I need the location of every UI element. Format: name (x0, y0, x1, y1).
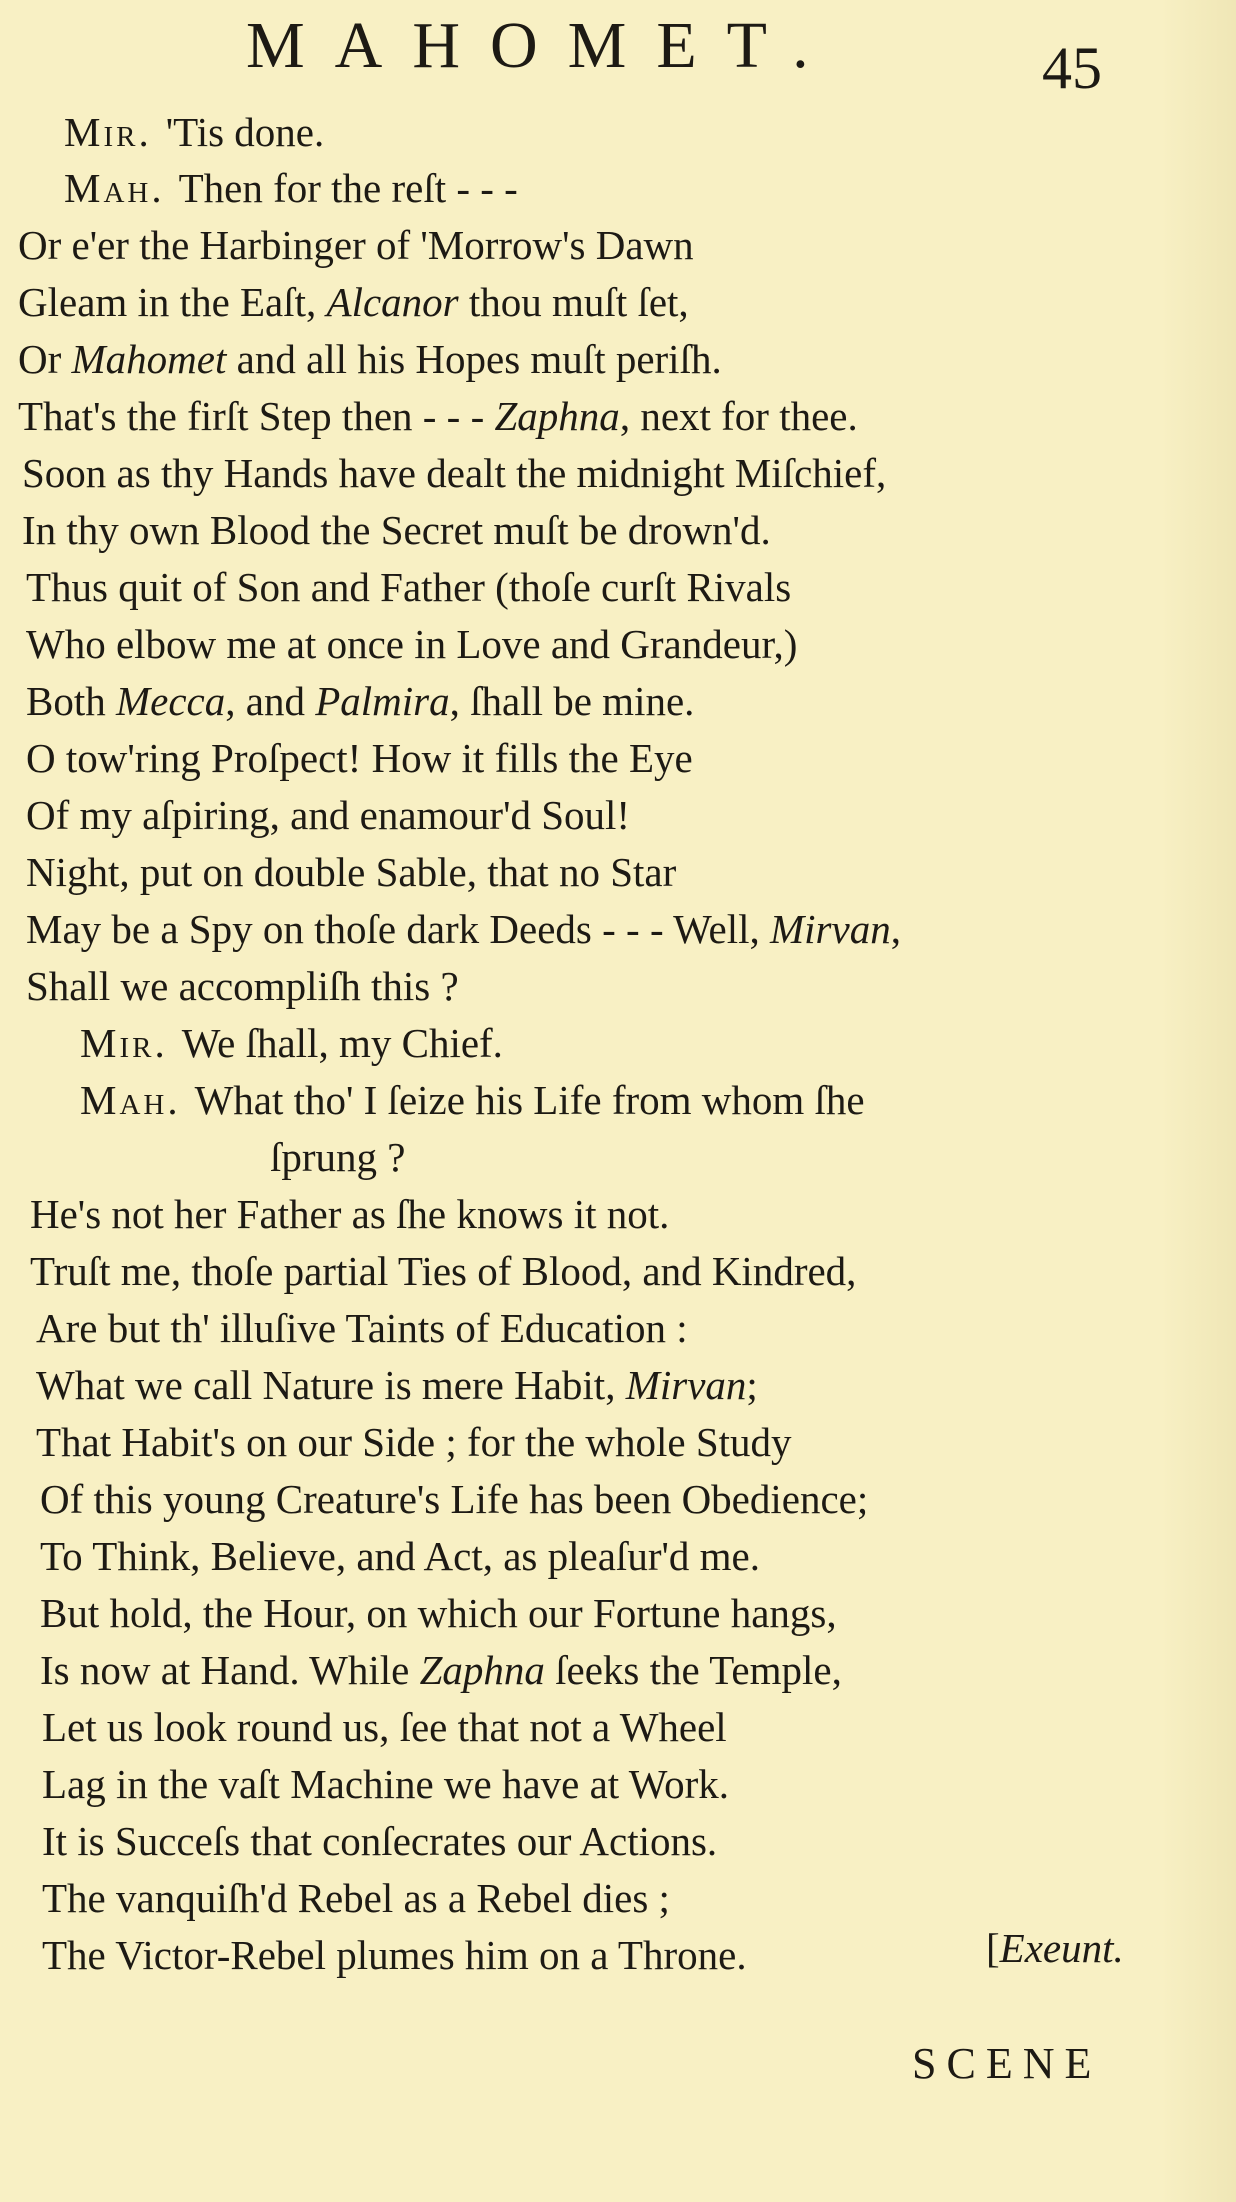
verse-line (42, 1756, 729, 1812)
verse-text: and all his Hopes muſt periſh. (226, 336, 722, 382)
verse-text: What we call Nature is mere Habit, (36, 1362, 626, 1408)
verse-text: ſprung ? (270, 1134, 406, 1180)
verse-text: 'Tis done. (165, 109, 325, 155)
verse-text: The vanquiſh'd Rebel as a Rebel dies ; (42, 1875, 670, 1921)
verse-line (22, 445, 886, 501)
verse-line (26, 958, 459, 1014)
verse-line (26, 901, 901, 957)
verse-text: In thy own Blood the Secret muſt be drown'd. (22, 507, 771, 553)
verse-text: Truſt me, thoſe partial Ties of Blood, and Kindred, (30, 1248, 857, 1294)
verse-text: Of my aſpiring, and enamour'd Soul! (26, 792, 631, 838)
verse-text: , and (225, 678, 316, 724)
verse-line (40, 1528, 760, 1584)
verse-line (26, 616, 797, 672)
verse-line (26, 787, 630, 843)
verse-line (40, 1585, 837, 1641)
verse-text: It is Succeſs that conſecrates our Actions. (42, 1818, 718, 1864)
verse-text: But hold, the Hour, on which our Fortune hangs, (40, 1590, 837, 1636)
verse-text: Shall we accompliſh this ? (26, 963, 459, 1009)
italic-name: Mecca (116, 678, 226, 724)
verse-text: Gleam in the Eaſt, (18, 279, 327, 325)
italic-name: Mirvan (770, 906, 891, 952)
verse-line (26, 844, 676, 900)
verse-text: To Think, Believe, and Act, as pleaſur'd me. (40, 1533, 760, 1579)
verse-text: Are but th' illuſive Taints of Education : (36, 1305, 688, 1351)
verse-text: Thus quit of Son and Father (thoſe curſt Rivals (26, 564, 792, 610)
verse-line (30, 1243, 856, 1299)
verse-text: ; (746, 1362, 758, 1408)
speaker-tag: Mir. (64, 109, 152, 155)
italic-name: Zaphna (419, 1647, 545, 1693)
verse-line (18, 388, 858, 444)
verse-line (80, 1072, 865, 1128)
verse-text: That's the firſt Step then - - - (18, 393, 495, 439)
verse-text: May be a Spy on thoſe dark Deeds - - - Well, (26, 906, 771, 952)
verse-line (40, 1471, 868, 1527)
verse-line (40, 1642, 842, 1698)
verse-text: thou muſt ſet, (458, 279, 689, 325)
verse-line (80, 1015, 503, 1071)
verse-text: We ſhall, my Chief. (181, 1020, 503, 1066)
verse-line (26, 673, 694, 729)
stage-direction-bracket: [ (986, 1925, 1000, 1971)
verse-line (42, 1699, 727, 1755)
speaker-tag: Mir. (80, 1020, 168, 1066)
verse-text: Both (26, 678, 116, 724)
verse-line (64, 104, 324, 160)
verse-text: What tho' I ſeize his Life from whom ſhe (194, 1077, 865, 1123)
verse-text: O tow'ring Proſpect! How it fills the Eye (26, 735, 693, 781)
verse-line (36, 1300, 688, 1356)
verse-text: He's not her Father as ſhe knows it not. (30, 1191, 670, 1237)
verse-text: , (890, 906, 901, 952)
verse-text: Who elbow me at once in Love and Grandeur,) (26, 621, 798, 667)
verse-line (42, 1870, 670, 1926)
catchword: SCENE (912, 2039, 1102, 2088)
running-title: MAHOMET. (246, 9, 839, 82)
speaker-tag: Mah. (80, 1077, 181, 1123)
verse-line (18, 331, 722, 387)
verse-text: , next for thee. (619, 393, 858, 439)
verse-line (64, 160, 518, 216)
italic-name: Mahomet (71, 336, 227, 382)
stage-direction (986, 1920, 1124, 1976)
verse-text: Or e'er the Harbinger of 'Morrow's Dawn (18, 222, 694, 268)
verse-text: Let us look round us, ſee that not a Wheel (42, 1704, 727, 1750)
verse-text: Then for the reſt - - - (178, 165, 518, 211)
italic-name: Palmira (315, 678, 450, 724)
speaker-tag: Mah. (64, 165, 165, 211)
verse-text: Or (18, 336, 72, 382)
verse-text: Soon as thy Hands have dealt the midnight Miſchief, (22, 450, 887, 496)
verse-line (26, 559, 791, 615)
italic-name: Zaphna (494, 393, 620, 439)
verse-text: , ſhall be mine. (449, 678, 695, 724)
verse-line (36, 1414, 792, 1470)
verse-text: Of this young Creature's Life has been Obedience; (40, 1476, 869, 1522)
verse-text: ſeeks the Temple, (544, 1647, 842, 1693)
facing-page-bleed (1160, 0, 1236, 2202)
verse-line (26, 730, 693, 786)
verse-text: Night, put on double Sable, that no Star (26, 849, 677, 895)
verse-line (36, 1357, 758, 1413)
verse-line (22, 502, 771, 558)
italic-name: Mirvan (625, 1362, 747, 1408)
italic-name: Alcanor (326, 279, 459, 325)
verse-text: Is now at Hand. While (40, 1647, 420, 1693)
verse-line (42, 1813, 717, 1869)
verse-line (30, 1186, 669, 1242)
verse-text: The Victor-Rebel plumes him on a Throne. (42, 1932, 747, 1978)
verse-line (18, 217, 694, 273)
verse-text: That Habit's on our Side ; for the whole Study (36, 1419, 792, 1465)
verse-line (270, 1129, 406, 1185)
page-number: 45 (1042, 35, 1102, 101)
stage-direction-text: Exeunt. (999, 1925, 1124, 1971)
verse-line (18, 274, 689, 330)
verse-line (42, 1927, 747, 1983)
verse-text: Lag in the vaſt Machine we have at Work. (42, 1761, 730, 1807)
